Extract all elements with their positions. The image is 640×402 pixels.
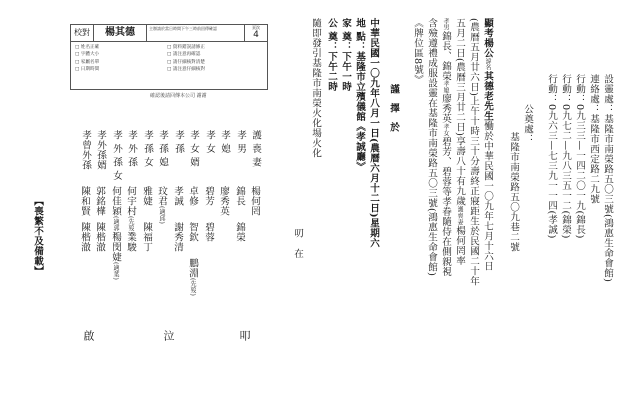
family-member-text: 楊何罔 [249,186,260,216]
place-label: 地 點： [354,18,365,52]
family-member-text: 玟君 [156,186,167,206]
place-value: 基隆市立殯儀館《孝誠廳》 [354,51,365,172]
family-label: 家 奠： [340,18,351,52]
family-member-text: 錦榮 [234,222,245,242]
family-member-name [185,222,199,242]
family-member-text: 雅婕 [141,186,152,206]
contact-phone-2: 行動：0九七二—九八三五一二(錦榮) [560,74,571,239]
line4-small-3: 孝女 [442,123,449,137]
lead-prefix: 顯考 [482,18,493,38]
lead-text: 慟於中華民國一〇九年七月十六日 [482,120,493,271]
lead-small-label: 諱名 [484,58,491,71]
line3-end: 楊何罔率 [454,225,465,266]
family-member-name [170,222,184,252]
family-member-name [123,186,137,234]
ceremony-date: 中華民國一〇九年八月一日(農曆六月十二日)星期六 [368,18,379,248]
proof-check-box [70,24,268,90]
family-role-title: 孝 女 婿 [188,130,199,167]
signoff-3: 叩 [238,330,251,342]
family-member-note: (適郭) [112,216,119,235]
family-member-note: (先歿) [189,278,196,297]
family-member-name [185,186,199,206]
proof-footer-note: 確認後請回傳本公司 謝謝 [150,93,207,99]
proof-option[interactable]: □ 請注意再確認 [167,52,201,58]
setup-place: 設靈處：基隆市南榮路五〇三號(鴻惠生命會館) [602,74,613,283]
proof-option[interactable]: □ 家屬名單 [75,59,100,65]
ceremony-place [352,18,366,172]
family-member-text: 卓修 [187,186,198,206]
family-role-title: 孝 男 [235,130,246,154]
family-member-text: 陳楷澈 [94,222,105,252]
public-value: 下午二時 [326,51,337,92]
proof-options [71,42,267,76]
proof-check-label: 校對 [71,25,94,41]
family-member-name [139,186,153,206]
cremation-notice: 隨即發引基隆市南榮火化場火化 [310,18,321,158]
ceremony-intro: 謹 擇 於 [388,84,399,135]
proof-option-row [75,44,263,51]
proof-header-row [71,25,267,42]
family-member-text: 廖秀英 [218,186,229,216]
lead-surname: 楊公 [482,38,493,58]
family-member-text: 鵬淵 [187,258,198,278]
family-role-title: 孝 外 孫 女 [111,130,122,181]
public-ceremony [324,18,338,92]
proof-option-row [75,66,263,73]
proof-option[interactable]: □ 姓名正確 [75,45,100,50]
proof-option[interactable]: □ 請仔細核對清楚 [167,59,205,65]
family-role-title: 護 喪 妻 [250,130,261,167]
family-member-text: 孝誠 [172,186,183,206]
family-role-title: 孝 孫 女 [142,130,153,167]
line4-sons: 錦長、錦榮 [440,30,451,81]
family-member-name [185,258,199,296]
obituary-line-6: 《牌位區8號》 [412,18,423,85]
family-member-text: 碧蓉 [203,222,214,242]
family-member-text: 何佳穎 [110,186,121,216]
proof-option[interactable]: □ 資料錯誤請修正 [167,45,205,50]
proof-option-row [75,51,263,58]
proof-option[interactable]: □ 字體大小 [75,52,100,58]
notice: 【喪繁不及備載】 [32,196,43,276]
family-member-name [92,222,106,252]
family-role-title: 孝 孫 [173,130,184,154]
family-role-title: 孝曾外孫 [80,130,91,170]
family-role-title: 孝外孫婿 [95,130,106,170]
family-member-name [123,232,137,252]
line3-small: 護喪妻 [456,206,463,226]
family-member-note: (適邱) [158,206,165,225]
closing-phrase: 叨 在 [292,228,303,263]
proof-option[interactable]: □ 日期時間 [75,67,100,73]
family-role-title: 孝 孫 媳 [157,130,168,167]
signoff-1: 啟 [82,330,95,342]
proof-option-row [75,59,263,66]
family-value: 下午一時 [340,51,351,92]
family-member-text: 陳楷澈 [79,222,90,252]
line4-daughter-in-law: 廖秀英 [440,93,451,124]
proof-deceased-name: 楊其德 [94,25,147,41]
family-member-text: 碧芳 [203,186,214,206]
contact-phone-1: 行動：0九三三—一四二〇一九(錦長) [574,74,585,239]
obituary-lead [480,18,494,271]
family-role-title: 孝 媳 [219,130,230,154]
obituary-line-2: (農曆五月廿六日)上午十時三十分壽終正寢距生於民國二十年 [468,18,479,287]
line4-small-1: 孝男 [442,18,449,31]
family-member-name [201,222,215,242]
family-member-text: 業駿 [125,232,136,252]
company-label: 公奠處： [522,104,533,144]
family-member-name [170,186,184,206]
family-member-text: 陳和賢 [79,186,90,216]
family-member-text: 錦長 [234,186,245,206]
family-member-text: 智欽 [187,222,198,242]
family-member-name [232,186,246,206]
proof-page-label: 頁次 [252,25,260,30]
family-member-name [108,186,122,234]
public-label: 公 奠： [326,18,337,52]
family-member-name [92,186,106,216]
family-member-name [108,232,122,280]
proof-page-cell [245,25,267,41]
family-role-title: 孝 女 [204,130,215,154]
family-role-title: 孝 外 孫 [126,130,137,167]
proof-instructions: 主辦請於當日時間下午三時前回傳確認 [147,25,245,41]
line3-text: 五月二日(農曆三月廿二日)享壽八十有九歲 [454,18,465,207]
family-member-name [216,186,230,216]
contact-address: 連絡處：基隆市西定路二九號 [588,74,599,204]
family-member-name [77,186,91,216]
family-member-text: 陳福丁 [141,222,152,252]
obituary-line-5: 含殮遵禮成服設靈在基隆市南榮路五〇三號(鴻惠生命會館) [426,18,437,277]
obituary-line-3 [452,18,466,266]
line4-small-2: 孝媳 [442,80,449,94]
proof-option[interactable]: □ 請注意仔細核對 [167,67,205,73]
line4-daughters: 碧芳、碧蓉等孝眷隨侍在側親視 [440,136,451,277]
family-member-name [154,186,168,224]
family-member-name [139,222,153,252]
deceased-name: 其德老先生 [482,70,493,121]
family-member-text: 謝秀清 [172,222,183,252]
family-member-note: (適葉) [112,262,119,281]
family-member-name [247,186,261,216]
proof-page-number: 4 [253,30,259,40]
family-member-text: 楊閔婕 [110,232,121,262]
family-member-name [77,222,91,252]
signoff-2: 泣 [162,330,175,342]
company-address: 基隆市南榮路五〇九巷二號 [508,132,519,252]
family-member-note: (先歿) [127,216,134,235]
family-member-name [201,186,215,206]
family-member-name [232,222,246,242]
family-member-text: 何宇村 [125,186,136,216]
family-ceremony [338,18,352,92]
contact-phone-3: 行動：0九六三—七三九一一四(孝誠) [546,74,557,239]
obituary-line-4 [438,18,452,276]
family-member-text: 郭銘樺 [94,186,105,216]
